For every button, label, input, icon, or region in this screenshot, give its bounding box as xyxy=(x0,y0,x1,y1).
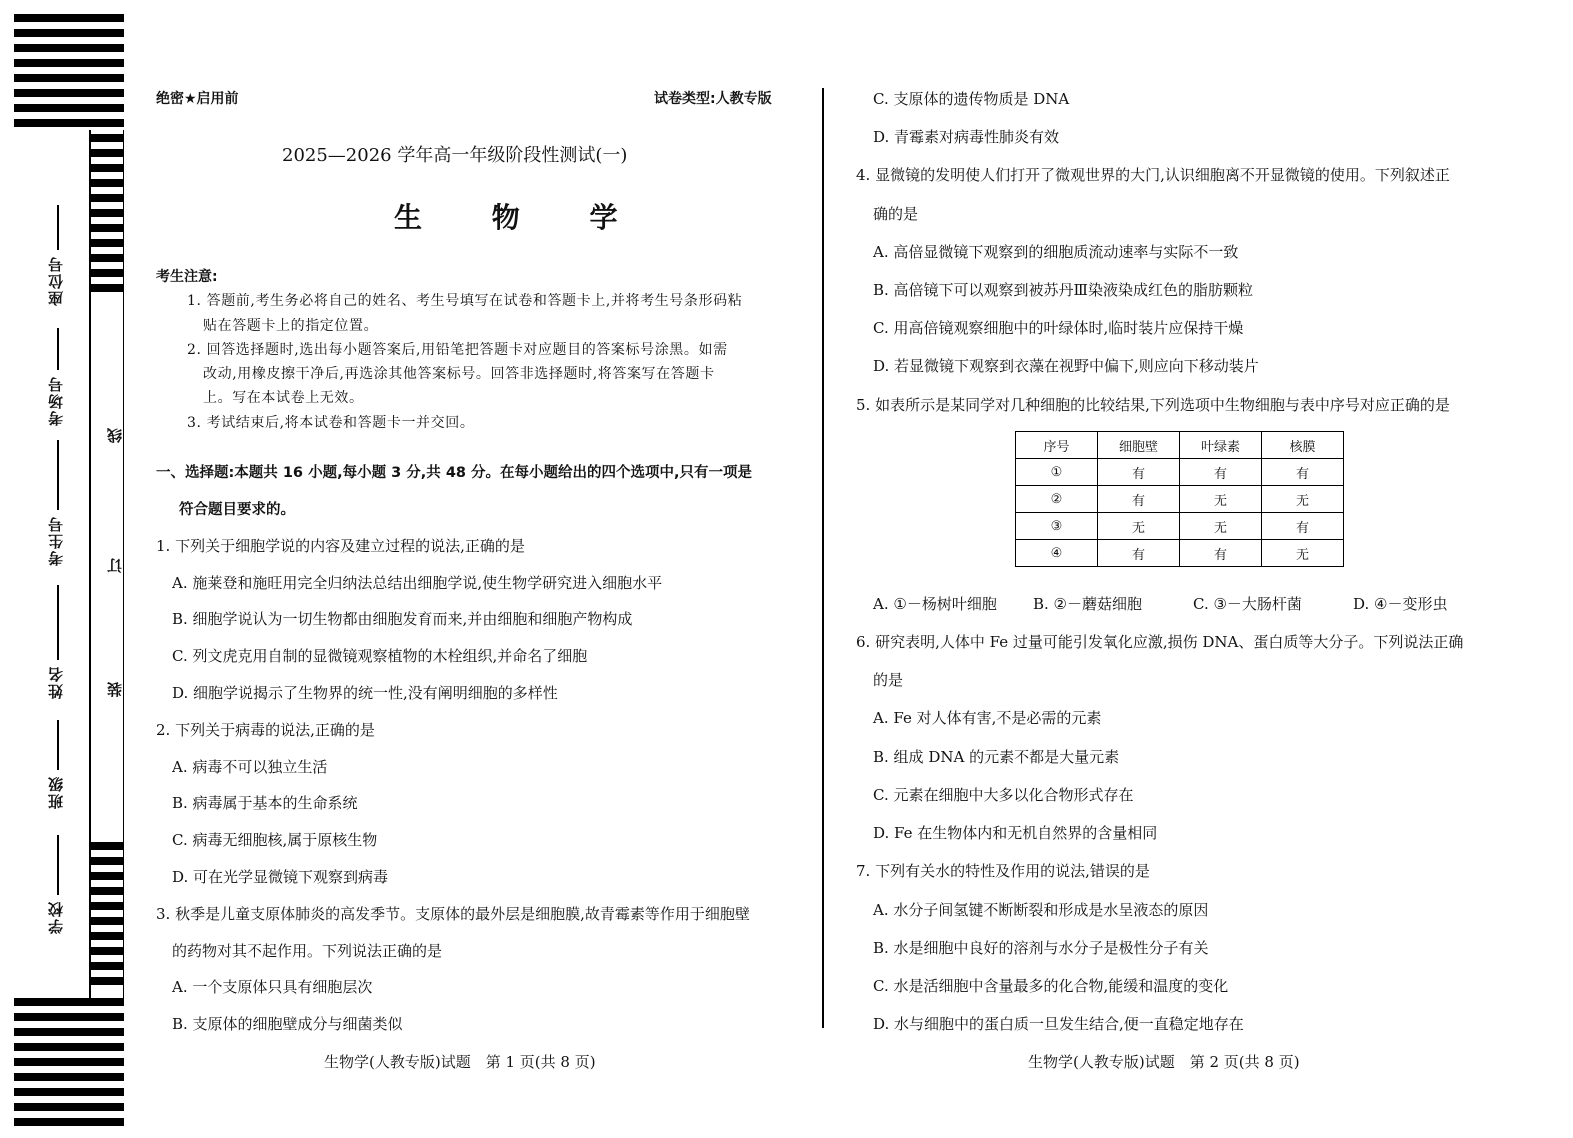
table-header: 序号 xyxy=(1016,432,1098,459)
table-cell: 无 xyxy=(1098,513,1180,540)
strip-bar xyxy=(89,179,124,187)
seal-mark-bind: 装 xyxy=(106,682,124,697)
strip-bar xyxy=(14,1058,124,1066)
strip-bar xyxy=(14,1013,124,1021)
question-option: D. 可在光学显微镜下观察到病毒 xyxy=(172,868,389,886)
table-row xyxy=(1016,540,1344,567)
strip-bar xyxy=(89,134,124,142)
field-name: 姓名 xyxy=(47,665,65,699)
confidential-label: 绝密★启用前 xyxy=(156,91,239,107)
notice-item: 上。写在本试卷上无效。 xyxy=(203,390,364,406)
strip-bar xyxy=(14,89,124,97)
strip-bar xyxy=(89,149,124,157)
strip-bar xyxy=(14,1088,124,1096)
question-option: A. 施莱登和施旺用完全归纳法总结出细胞学说,使生物学研究进入细胞水平 xyxy=(172,574,663,592)
paper-type-label: 试卷类型:人教专版 xyxy=(654,91,772,107)
table-cell: 有 xyxy=(1098,486,1180,513)
table-cell: ① xyxy=(1016,459,1098,486)
strip-bar xyxy=(89,917,124,925)
question-option: C. 列文虎克用自制的显微镜观察植物的木栓组织,并命名了细胞 xyxy=(172,647,588,665)
question-option: C. ③－大肠杆菌 xyxy=(1193,595,1302,613)
strip-bar xyxy=(89,254,124,262)
strip-bar xyxy=(89,947,124,955)
question-option: A. 病毒不可以独立生活 xyxy=(172,758,328,776)
field-seat: 座位号 xyxy=(47,255,65,306)
page-footer-left: 生物学(人教专版)试题 第 1 页(共 8 页) xyxy=(324,1053,596,1071)
question-option: D. 青霉素对病毒性肺炎有效 xyxy=(873,128,1060,146)
question-option: B. 病毒属于基本的生命系统 xyxy=(172,794,358,812)
subject-title: 生 物 学 xyxy=(394,201,648,234)
question-stem: 确的是 xyxy=(873,205,919,223)
table-cell: ② xyxy=(1016,486,1098,513)
strip-bar xyxy=(89,239,124,247)
table-cell: ④ xyxy=(1016,540,1098,567)
strip-bar xyxy=(89,932,124,940)
question-option: A. Fe 对人体有害,不是必需的元素 xyxy=(873,709,1102,727)
seal-mark-line: 线 xyxy=(106,428,124,443)
table-header: 叶绿素 xyxy=(1180,432,1262,459)
table-cell: 有 xyxy=(1262,513,1344,540)
strip-bar xyxy=(14,998,124,1006)
question-stem: 7. 下列有关水的特性及作用的说法,错误的是 xyxy=(856,862,1150,880)
question-option: D. 细胞学说揭示了生物界的统一性,没有阐明细胞的多样性 xyxy=(172,684,558,702)
exam-title: 2025—2026 学年高一年级阶段性测试(一) xyxy=(282,145,628,166)
question-option: D. Fe 在生物体内和无机自然界的含量相同 xyxy=(873,824,1158,842)
notice-item: 改动,用橡皮擦干净后,再选涂其他答案标号。回答非选择题时,将答案写在答题卡 xyxy=(203,366,715,382)
strip-bar xyxy=(14,74,124,82)
strip-bar xyxy=(89,284,124,292)
question-stem: 2. 下列关于病毒的说法,正确的是 xyxy=(156,721,375,739)
strip-bar xyxy=(89,194,124,202)
question-option: D. 若显微镜下观察到衣藻在视野中偏下,则应向下移动装片 xyxy=(873,357,1259,375)
strip-bar xyxy=(89,887,124,895)
strip-bar xyxy=(14,119,124,127)
strip-bar xyxy=(14,1043,124,1051)
question-stem: 6. 研究表明,人体中 Fe 过量可能引发氧化应激,损伤 DNA、蛋白质等大分子。下列说法正确 xyxy=(856,633,1464,651)
question-stem: 的是 xyxy=(873,671,904,689)
page-footer-right: 生物学(人教专版)试题 第 2 页(共 8 页) xyxy=(1028,1053,1300,1071)
strip-bar xyxy=(14,1103,124,1111)
question-stem: 4. 显微镜的发明使人们打开了微观世界的大门,认识细胞离不开显微镜的使用。下列叙述正 xyxy=(856,166,1450,184)
strip-bar xyxy=(14,29,124,37)
table-header: 核膜 xyxy=(1262,432,1344,459)
question-option: B. 高倍镜下可以观察到被苏丹Ⅲ染液染成红色的脂肪颗粒 xyxy=(873,281,1254,299)
question-option: C. 元素在细胞中大多以化合物形式存在 xyxy=(873,786,1134,804)
question-stem: 3. 秋季是儿童支原体肺炎的高发季节。支原体的最外层是细胞膜,故青霉素等作用于细胞壁 xyxy=(156,905,750,923)
strip-bar xyxy=(89,164,124,172)
field-underline xyxy=(57,835,59,895)
field-room: 考场号 xyxy=(47,375,65,426)
question-stem: 1. 下列关于细胞学说的内容及建立过程的说法,正确的是 xyxy=(156,537,525,555)
table-cell: 无 xyxy=(1262,486,1344,513)
question-option: C. 水是活细胞中含量最多的化合物,能缓和温度的变化 xyxy=(873,977,1229,995)
field-school: 学校 xyxy=(47,900,65,934)
table-cell: 有 xyxy=(1098,540,1180,567)
question-option: C. 用高倍镜观察细胞中的叶绿体时,临时装片应保持干燥 xyxy=(873,319,1244,337)
question-stem: 5. 如表所示是某同学对几种细胞的比较结果,下列选项中生物细胞与表中序号对应正确的是 xyxy=(856,396,1450,414)
field-examinee-no: 考生号 xyxy=(47,515,65,566)
strip-bar xyxy=(14,14,124,22)
question-option: A. ①－杨树叶细胞 xyxy=(873,595,997,613)
table-row xyxy=(1016,486,1344,513)
strip-bar xyxy=(14,1073,124,1081)
strip-bar xyxy=(14,1028,124,1036)
field-underline xyxy=(57,328,59,370)
strip-bar xyxy=(14,59,124,67)
strip-bar xyxy=(14,104,124,112)
field-underline xyxy=(57,720,59,770)
question-option: D. 水与细胞中的蛋白质一旦发生结合,便一直稳定地存在 xyxy=(873,1015,1244,1033)
question-option: C. 病毒无细胞核,属于原核生物 xyxy=(172,831,378,849)
strip-bar xyxy=(89,857,124,865)
question-option: B. 组成 DNA 的元素不都是大量元素 xyxy=(873,748,1120,766)
notice-item: 3. 考试结束后,将本试卷和答题卡一并交回。 xyxy=(187,415,475,431)
binding-line xyxy=(89,130,91,998)
strip-bar xyxy=(89,977,124,985)
field-underline xyxy=(57,440,59,510)
seal-mark-order: 订 xyxy=(106,558,124,573)
table-header: 细胞壁 xyxy=(1098,432,1180,459)
notice-item: 贴在答题卡上的指定位置。 xyxy=(203,318,379,334)
table-cell: 无 xyxy=(1180,513,1262,540)
table-cell: 有 xyxy=(1180,540,1262,567)
field-underline xyxy=(57,585,59,660)
strip-bar xyxy=(89,224,124,232)
strip-bar xyxy=(89,842,124,850)
table-cell: 无 xyxy=(1262,540,1344,567)
table-cell: 有 xyxy=(1098,459,1180,486)
field-class: 班级 xyxy=(47,775,65,809)
page-divider xyxy=(822,88,824,1028)
section-heading: 一、选择题:本题共 16 小题,每小题 3 分,共 48 分。在每小题给出的四个选项中,只有一项是 xyxy=(156,465,753,481)
table-row xyxy=(1016,459,1344,486)
question-option: B. 水是细胞中良好的溶剂与水分子是极性分子有关 xyxy=(873,939,1209,957)
question-option: A. 高倍显微镜下观察到的细胞质流动速率与实际不一致 xyxy=(873,243,1239,261)
table-row xyxy=(1016,513,1344,540)
strip-bar xyxy=(14,1118,124,1126)
notice-item: 2. 回答选择题时,选出每小题答案后,用铅笔把答题卡对应题目的答案标号涂黑。如需 xyxy=(187,342,728,358)
strip-bar xyxy=(89,269,124,277)
table-cell: 有 xyxy=(1180,459,1262,486)
strip-bar xyxy=(89,962,124,970)
strip-bar xyxy=(89,872,124,880)
strip-bar xyxy=(14,44,124,52)
question-option: A. 水分子间氢键不断断裂和形成是水呈液态的原因 xyxy=(873,901,1209,919)
question-stem: 的药物对其不起作用。下列说法正确的是 xyxy=(172,942,443,960)
question-option: C. 支原体的遗传物质是 DNA xyxy=(873,90,1070,108)
strip-bar xyxy=(89,902,124,910)
question-option: B. 细胞学说认为一切生物都由细胞发育而来,并由细胞和细胞产物构成 xyxy=(172,610,633,628)
question-option: A. 一个支原体只具有细胞层次 xyxy=(172,978,373,996)
notice-heading: 考生注意: xyxy=(156,269,218,285)
table-cell: 有 xyxy=(1262,459,1344,486)
strip-bar xyxy=(89,209,124,217)
field-underline xyxy=(57,205,59,250)
table-header-row xyxy=(1016,432,1344,459)
question-option: B. 支原体的细胞壁成分与细菌类似 xyxy=(172,1015,403,1033)
section-heading: 符合题目要求的。 xyxy=(179,502,295,518)
table-cell: 无 xyxy=(1180,486,1262,513)
question-option: D. ④－变形虫 xyxy=(1353,595,1448,613)
question-option: B. ②－蘑菇细胞 xyxy=(1033,595,1143,613)
comparison-table xyxy=(1015,431,1344,567)
table-cell: ③ xyxy=(1016,513,1098,540)
notice-item: 1. 答题前,考生务必将自己的姓名、考生号填写在试卷和答题卡上,并将考生号条形码粘 xyxy=(187,293,743,309)
